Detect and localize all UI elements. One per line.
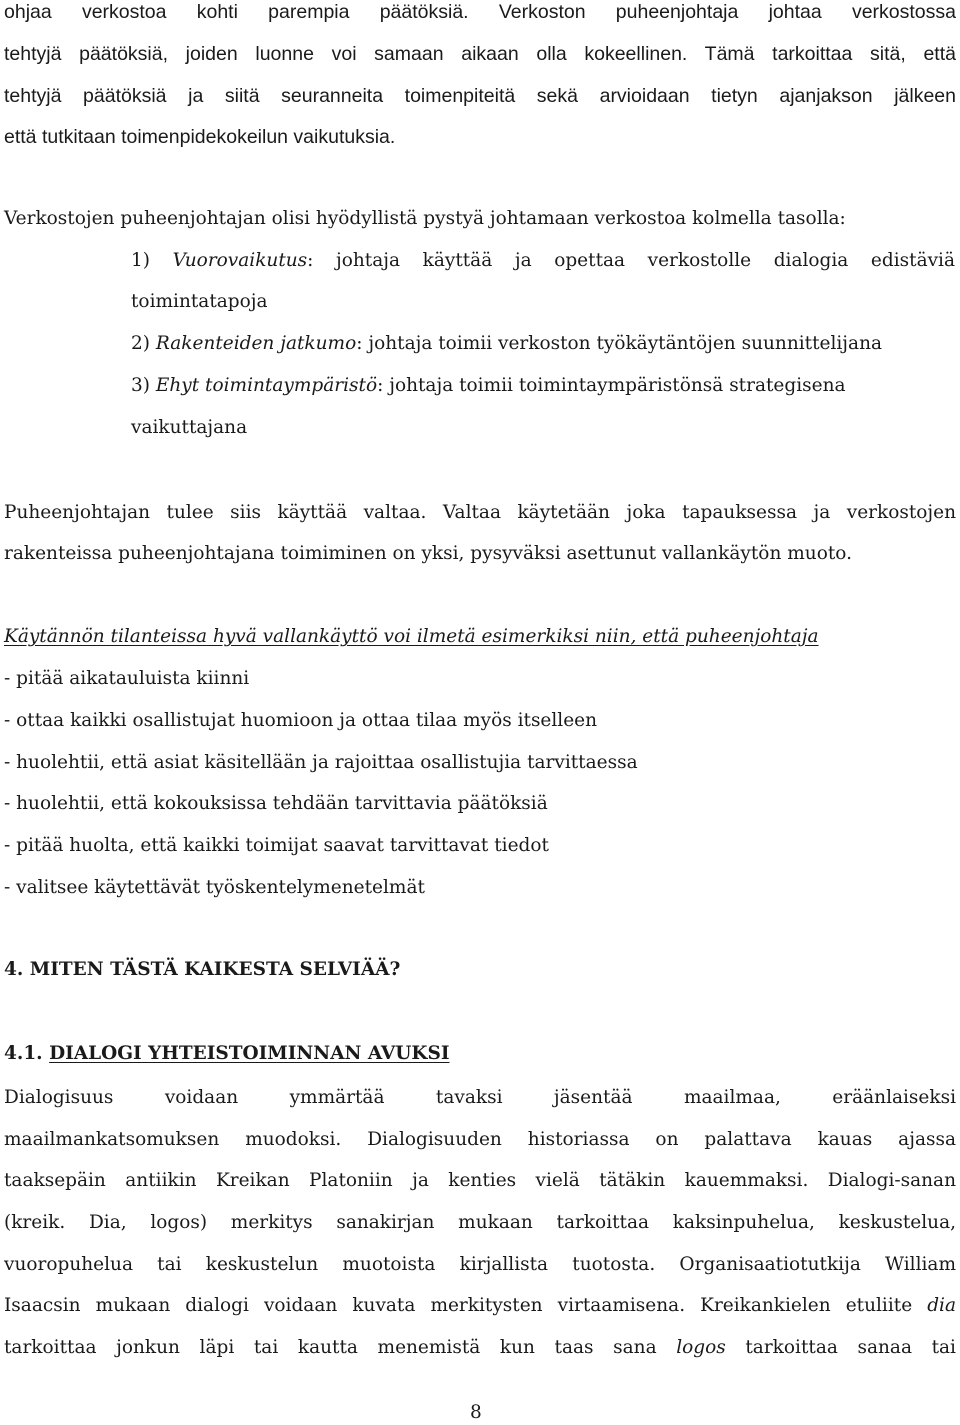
- list-number: 2): [131, 333, 156, 354]
- paragraph-line: (kreik. Dia, logos) merkitys sanakirjan mukaan tarkoittaa kaksinpuhelua, keskustelua,: [4, 1212, 956, 1233]
- list-item: [131, 377, 846, 396]
- list-number: 1): [131, 250, 173, 271]
- list-term: Rakenteiden jatkumo: [155, 333, 357, 354]
- list-item-continuation: vaikuttajana: [131, 417, 248, 438]
- section-heading: 4. MITEN TÄSTÄ KAIKESTA SELVIÄÄ?: [4, 959, 401, 980]
- paragraph-line: tehtyjä päätöksiä, joiden luonne voi samaan aikaan olla kokeellinen. Tämä tarkoittaa sitä, että: [4, 43, 956, 65]
- paragraph-line: tarkoittaa jonkun läpi tai kautta menemistä kun taas sana logos tarkoittaa sanaa tai: [4, 1337, 956, 1358]
- list-item: [131, 335, 882, 354]
- list-term: Ehyt toimintaympäristö: [155, 375, 378, 396]
- paragraph-line: Isaacsin mukaan dialogi voidaan kuvata merkitysten virtaamisena. Kreikankielen etuliite dia: [4, 1295, 956, 1316]
- list-item: [131, 252, 955, 271]
- italic-term: logos: [676, 1337, 726, 1358]
- levels-intro: Verkostojen puheenjohtajan olisi hyödyllistä pystyä johtamaan verkostoa kolmella tasolla:: [4, 208, 846, 229]
- practice-heading: Käytännön tilanteissa hyvä vallankäyttö voi ilmetä esimerkiksi niin, että puheenjohtaja: [4, 626, 819, 647]
- subsection-heading: [4, 1045, 450, 1064]
- paragraph-line: taaksepäin antiikin Kreikan Platoniin ja kenties vielä tätäkin kauemmaksi. Dialogi-sanan: [4, 1170, 956, 1191]
- list-text: : johtaja käyttää ja opettaa verkostolle dialogia edistäviä: [307, 250, 955, 271]
- practice-item: - pitää aikatauluista kiinni: [4, 668, 250, 689]
- practice-item: - pitää huolta, että kaikki toimijat saavat tarvittavat tiedot: [4, 835, 549, 856]
- paragraph-line: vuoropuhelua tai keskustelun muotoista kirjallista tuotosta. Organisaatiotutkija William: [4, 1254, 956, 1275]
- practice-item: - valitsee käytettävät työskentelymenetelmät: [4, 877, 425, 898]
- paragraph-line: ohjaa verkostoa kohti parempia päätöksiä. Verkoston puheenjohtaja johtaa verkostossa: [4, 1, 956, 23]
- paragraph-line: että tutkitaan toimenpidekokeilun vaikutuksia.: [4, 126, 396, 148]
- italic-term: dia: [927, 1295, 956, 1316]
- list-text: : johtaja toimii verkoston työkäytäntöjen suunnittelijana: [356, 333, 883, 354]
- practice-item: - ottaa kaikki osallistujat huomioon ja ottaa tilaa myös itselleen: [4, 710, 598, 731]
- subsection-number: 4.1.: [4, 1043, 50, 1064]
- paragraph-line: maailmankatsomuksen muodoksi. Dialogisuuden historiassa on palattava kauas ajassa: [4, 1129, 956, 1150]
- list-number: 3): [131, 375, 156, 396]
- page-number: 8: [470, 1402, 482, 1423]
- paragraph-line: rakenteissa puheenjohtajana toimiminen on yksi, pysyväksi asettunut vallankäytön muoto.: [4, 543, 852, 564]
- practice-item: - huolehtii, että kokouksissa tehdään tarvittavia päätöksiä: [4, 793, 548, 814]
- paragraph-line: Puheenjohtajan tulee siis käyttää valtaa. Valtaa käytetään joka tapauksessa ja verkostojen: [4, 502, 956, 523]
- subsection-title: DIALOGI YHTEISTOIMINNAN AVUKSI: [49, 1043, 450, 1064]
- paragraph-line: tehtyjä päätöksiä ja siitä seuranneita toimenpiteitä sekä arvioidaan tietyn ajanjakson jälkeen: [4, 85, 956, 107]
- list-term: Vuorovaikutus: [172, 250, 308, 271]
- practice-item: - huolehtii, että asiat käsitellään ja rajoittaa osallistujia tarvittaessa: [4, 752, 638, 773]
- list-text: : johtaja toimii toimintaympäristönsä strategisena: [377, 375, 846, 396]
- paragraph-line: Dialogisuus voidaan ymmärtää tavaksi jäsentää maailmaa, eräänlaiseksi: [4, 1087, 956, 1108]
- list-item-continuation: toimintatapoja: [131, 291, 268, 312]
